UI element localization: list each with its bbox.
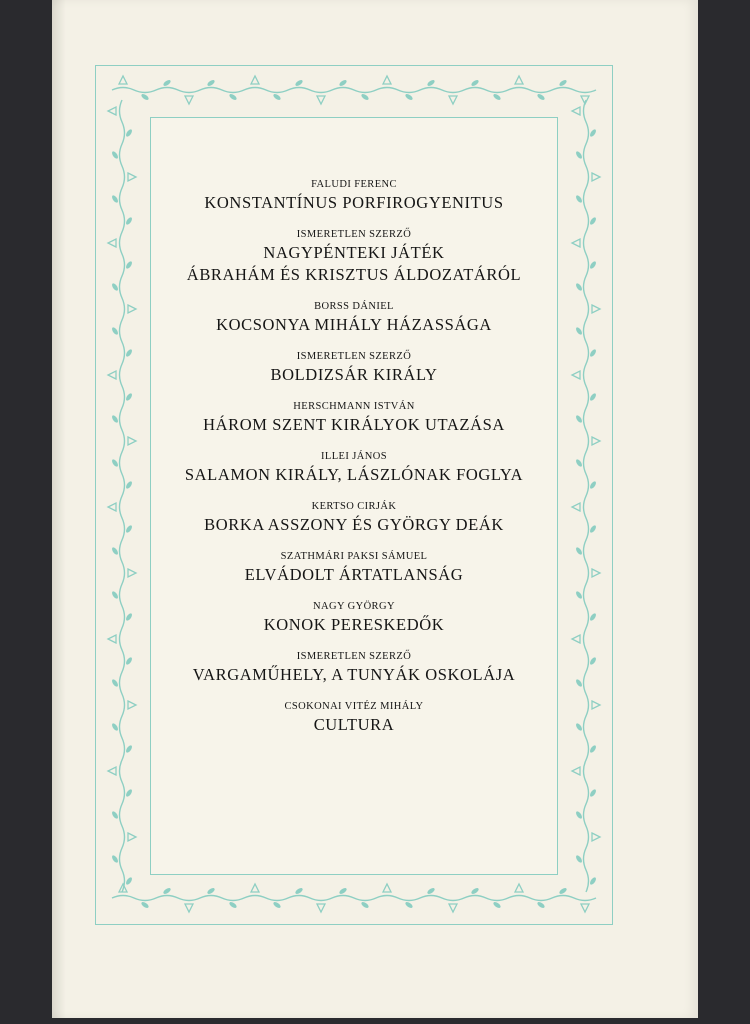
entry-title: KONSTANTÍNUS PORFIROGYENITUS — [204, 193, 504, 212]
toc-entry — [150, 600, 558, 636]
toc-entry — [150, 350, 558, 386]
entry-author: NAGY GYÖRGY — [313, 601, 395, 612]
toc-entry — [150, 500, 558, 536]
toc-entry — [150, 650, 558, 686]
entry-title: SALAMON KIRÁLY, LÁSZLÓNAK FOGLYA — [184, 465, 524, 484]
entry-title: BORKA ASSZONY ÉS GYÖRGY DEÁK — [204, 515, 504, 534]
entry-author: ILLEI JÁNOS — [321, 451, 387, 462]
entry-author: BORSS DÁNIEL — [314, 301, 394, 312]
toc-entry — [150, 300, 558, 336]
entry-author: CSOKONAI VITÉZ MIHÁLY — [284, 701, 424, 712]
entry-title: HÁROM SZENT KIRÁLYOK UTAZÁSA — [203, 415, 505, 434]
toc-entry — [150, 228, 558, 286]
entry-title: KONOK PERESKEDŐK — [263, 615, 445, 634]
entry-title: BOLDIZSÁR KIRÁLY — [270, 365, 438, 384]
entry-title-line-2: ÁBRAHÁM ÉS KRISZTUS ÁLDOZATÁRÓL — [186, 265, 522, 284]
toc-entry — [150, 550, 558, 586]
entry-author: KERTSO CIRJÁK — [311, 501, 397, 512]
entry-title: KOCSONYA MIHÁLY HÁZASSÁGA — [216, 315, 492, 334]
entry-author: SZATHMÁRI PAKSI SÁMUEL — [280, 551, 428, 562]
toc-entry — [150, 450, 558, 486]
entry-title: ELVÁDOLT ÁRTATLANSÁG — [244, 565, 464, 584]
table-of-contents — [150, 178, 558, 750]
entry-author: HERSCHMANN ISTVÁN — [293, 401, 415, 412]
toc-entry — [150, 178, 558, 214]
entry-author: FALUDI FERENC — [311, 179, 397, 190]
entry-author: ISMERETLEN SZERZŐ — [296, 229, 412, 240]
entry-title: NAGYPÉNTEKI JÁTÉK — [263, 243, 445, 262]
entry-title: CULTURA — [313, 715, 395, 734]
page-gutter-shadow — [52, 0, 66, 1018]
toc-entry — [150, 400, 558, 436]
toc-entry — [150, 700, 558, 736]
entry-title: VARGAMŰHELY, A TUNYÁK OSKOLÁJA — [192, 665, 516, 684]
entry-author: ISMERETLEN SZERZŐ — [296, 651, 412, 662]
entry-author: ISMERETLEN SZERZŐ — [296, 351, 412, 362]
